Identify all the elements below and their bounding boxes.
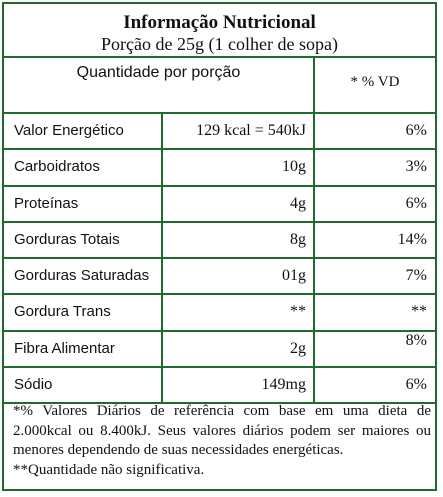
nutrient-vd: 14% xyxy=(397,230,427,248)
nutrient-amount: 10g xyxy=(282,158,306,176)
row-divider xyxy=(4,366,435,368)
nutrition-facts-panel xyxy=(2,2,437,491)
nutrient-vd: ** xyxy=(411,303,427,321)
column-header-vd: * % VD xyxy=(350,74,400,90)
row-divider xyxy=(4,185,435,187)
row-divider xyxy=(4,221,435,223)
footnote-not-significant: **Quantidade não significativa. xyxy=(13,461,205,478)
nutrient-vd: 3% xyxy=(405,158,427,176)
nutrient-vd: 6% xyxy=(405,194,427,212)
nutrient-vd: 7% xyxy=(405,267,427,284)
nutrient-vd: 6% xyxy=(405,375,427,393)
nutrient-label: Gorduras Totais xyxy=(14,230,120,248)
nutrient-label: Sódio xyxy=(14,375,53,393)
footnote xyxy=(13,402,431,480)
row-divider xyxy=(4,257,435,259)
column-header-quantity: Quantidade por porção xyxy=(76,64,241,81)
nutrient-label: Gordura Trans xyxy=(14,303,111,321)
serving-size: Porção de 25g (1 colher de sopa) xyxy=(101,34,338,54)
nutrient-amount: 01g xyxy=(282,267,306,284)
column-divider xyxy=(161,112,163,402)
nutrient-vd: 8% xyxy=(405,331,427,349)
nutrient-amount: 129 kcal = 540kJ xyxy=(196,122,306,139)
nutrient-amount: 4g xyxy=(290,194,306,212)
nutrient-vd: 6% xyxy=(405,122,427,139)
nutrient-label: Fibra Alimentar xyxy=(14,339,115,357)
row-divider xyxy=(4,112,435,114)
column-divider xyxy=(313,56,315,402)
nutrient-amount: ** xyxy=(290,303,306,321)
row-divider xyxy=(4,330,435,332)
row-divider xyxy=(4,148,435,150)
nutrient-label: Valor Energético xyxy=(14,122,124,139)
footnote-daily-values: *% Valores Diários de referência com base em uma dieta de 2.000kcal ou 8.400kJ. Seus valores diários podem ser maiores ou menores dependendo de suas necessidades energéticas. xyxy=(13,403,431,458)
divider xyxy=(4,56,435,58)
nutrient-amount: 149mg xyxy=(261,375,306,393)
row-divider xyxy=(4,293,435,295)
nutrient-label: Gorduras Saturadas xyxy=(14,267,150,284)
nutrient-label: Carboidratos xyxy=(14,158,100,176)
nutrient-label: Proteínas xyxy=(14,194,79,212)
table-header xyxy=(4,4,435,56)
nutrient-amount: 2g xyxy=(290,339,306,357)
nutrient-amount: 8g xyxy=(290,230,306,248)
table-title: Informação Nutricional xyxy=(123,12,316,33)
